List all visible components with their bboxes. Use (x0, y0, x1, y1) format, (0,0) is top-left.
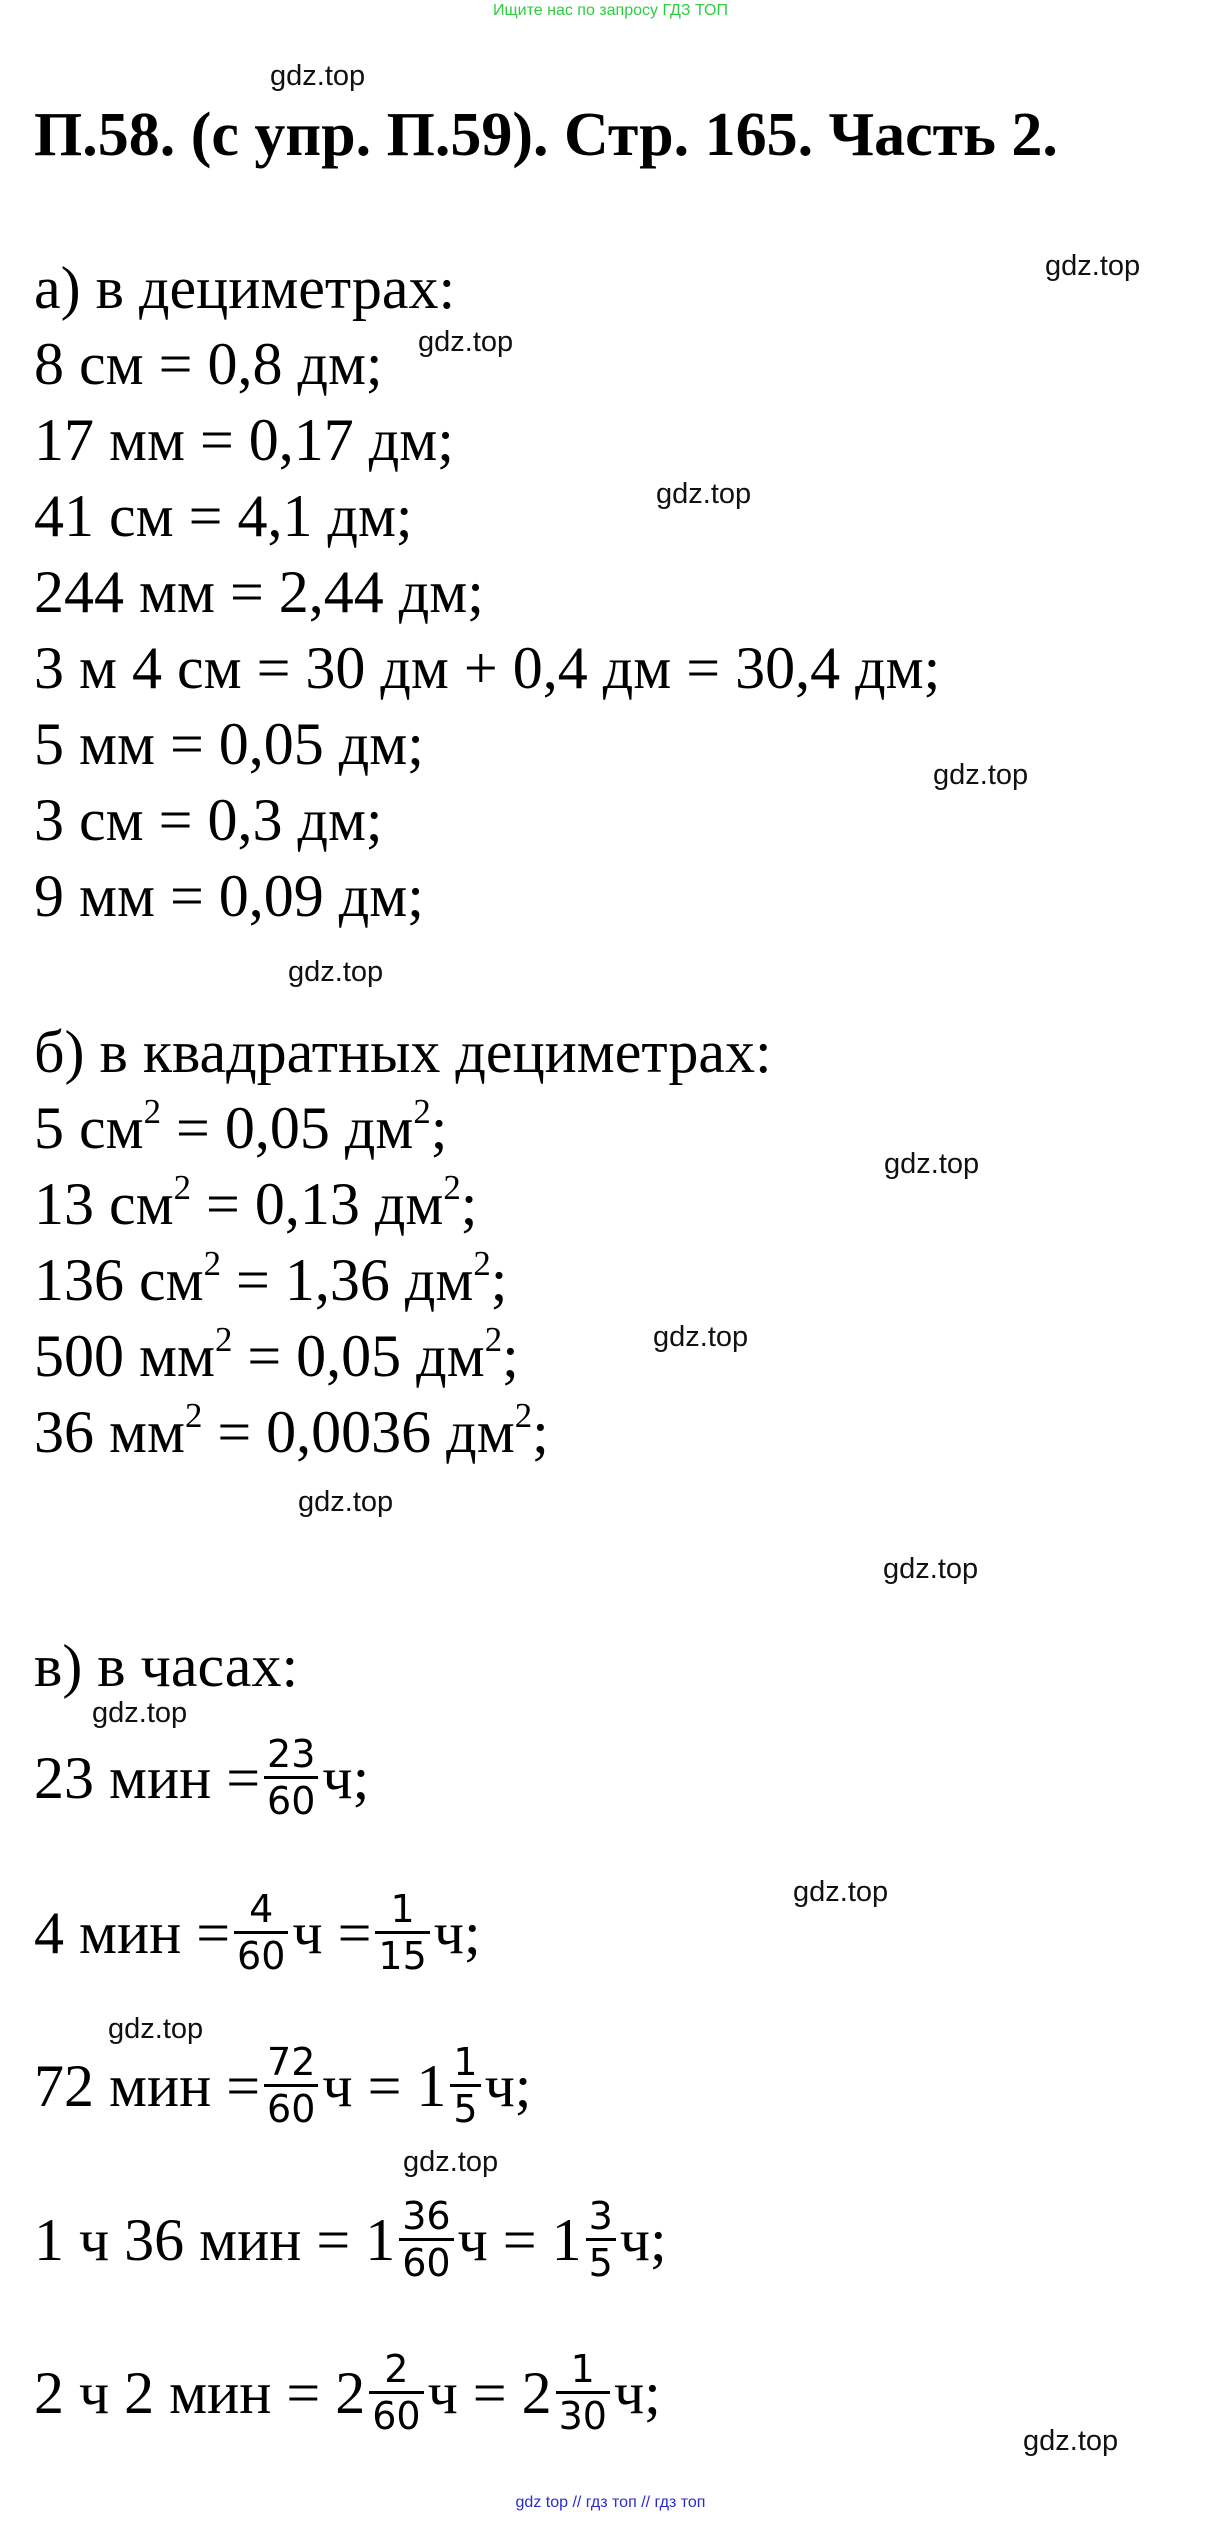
watermark: gdz.top (656, 478, 752, 510)
section-a-line: 8 см = 0,8 дм; (34, 331, 383, 397)
watermark: gdz.top (403, 2146, 499, 2178)
watermark: gdz.top (793, 1876, 889, 1908)
fraction: $\frac{1}{15}$ (375, 1890, 429, 1975)
section-c-line: 4 мин = $\frac{4}{60}$ ч = $\frac{1}{15}$ ч; (34, 1887, 481, 1978)
watermark: gdz.top (653, 1321, 749, 1353)
watermark: gdz.top (270, 60, 366, 92)
watermark: gdz.top (1045, 250, 1141, 282)
section-b-line: 5 $см^2 = 0,05$ $дм^2$; (34, 1091, 448, 1161)
section-a-line: 3 м 4 см = 30 дм + 0,4 дм = 30,4 дм; (34, 635, 941, 701)
section-b-line: 13 $см^2 = 0,13$ $дм^2$; (34, 1167, 478, 1237)
section-c-heading: в) в часах: (34, 1633, 299, 1699)
section-a-line: 244 мм = 2,44 дм; (34, 559, 484, 625)
top-banner[interactable]: Ищите нас по запросу ГДЗ ТОП (493, 2, 728, 19)
watermark: gdz.top (92, 1697, 188, 1729)
section-a-line: 3 см = 0,3 дм; (34, 787, 383, 853)
section-b-heading: б) в квадратных дециметрах: (34, 1019, 772, 1085)
watermark: gdz.top (933, 759, 1029, 791)
fraction: $\frac{23}{60}$ (264, 1735, 318, 1820)
watermark: gdz.top (1023, 2425, 1119, 2457)
page-title: П.58. (с упр. П.59). Стр. 165. Часть 2. (34, 101, 1058, 169)
section-a-line: 17 мм = 0,17 дм; (34, 407, 454, 473)
section-a-heading: а) в дециметрах: (34, 255, 456, 321)
watermark: gdz.top (883, 1553, 979, 1585)
section-b-line: 36 $мм^2 = 0,0036$ $дм^2$; (34, 1395, 549, 1465)
watermark: gdz.top (418, 326, 514, 358)
fraction: $\frac{72}{60}$ (264, 2043, 318, 2128)
section-c-line: 23 мин = $\frac{23}{60}$ ч; (34, 1732, 370, 1823)
section-b-line: 500 $мм^2 = 0,05$ $дм^2$; (34, 1319, 519, 1389)
watermark: gdz.top (884, 1148, 980, 1180)
fraction: $\frac{1}{30}$ (556, 2350, 610, 2435)
fraction: $\frac{2}{60}$ (369, 2350, 423, 2435)
section-c-line: 1 ч 36 мин = 1 $\frac{36}{60}$ ч = 1 $\frac{3}{5}$ ч; (34, 2194, 667, 2285)
watermark: gdz.top (108, 2013, 204, 2045)
section-a-line: 5 мм = 0,05 дм; (34, 711, 424, 777)
section-c-line: 2 ч 2 мин = 2 $\frac{2}{60}$ ч = 2 $\frac{1}{30}$ ч; (34, 2347, 661, 2438)
fraction: $\frac{1}{5}$ (450, 2043, 480, 2128)
watermark: gdz.top (298, 1486, 394, 1518)
section-c-line: 72 мин = $\frac{72}{60}$ ч = 1 $\frac{1}{5}$ ч; (34, 2040, 532, 2131)
section-b-line: 136 $см^2 = 1,36$ $дм^2$; (34, 1243, 508, 1313)
footer-links[interactable]: gdz top // гдз топ // гдз топ (515, 2494, 706, 2511)
fraction: $\frac{4}{60}$ (234, 1890, 288, 1975)
fraction: $\frac{36}{60}$ (399, 2197, 453, 2282)
fraction: $\frac{3}{5}$ (586, 2197, 616, 2282)
watermark: gdz.top (288, 956, 384, 988)
section-a-line: 9 мм = 0,09 дм; (34, 863, 424, 929)
section-a-line: 41 см = 4,1 дм; (34, 483, 413, 549)
